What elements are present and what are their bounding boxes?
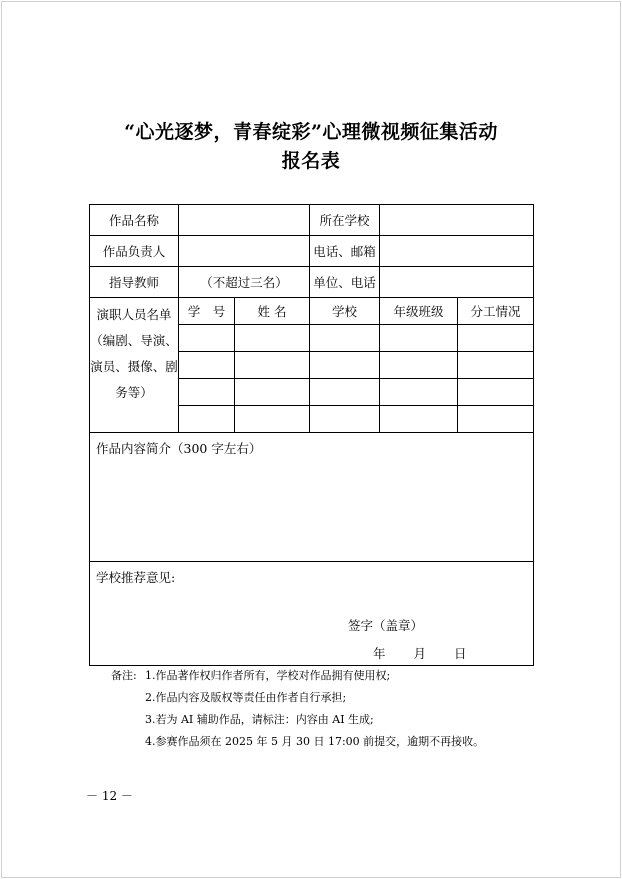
header-student-id: 学 号 [179, 298, 235, 325]
note-item: 4.参赛作品须在 2025 年 5 月 30 日 17:00 前提交，逾期不再接收。 [145, 735, 485, 748]
member-cell[interactable] [380, 352, 458, 379]
intro-field[interactable] [90, 433, 534, 562]
member-cell[interactable] [310, 406, 380, 433]
registration-table [89, 204, 534, 666]
form-title-line2: 报名表 [281, 150, 341, 172]
date-label: 年 月 日 [373, 646, 467, 661]
note-item: 2.作品内容及版权等责任由作者自行承担; [145, 691, 347, 704]
member-cell[interactable] [235, 352, 310, 379]
member-cell[interactable] [310, 325, 380, 352]
work-name-label: 作品名称 [90, 205, 179, 236]
notes [111, 665, 484, 753]
member-cell[interactable] [235, 325, 310, 352]
recommendation-field[interactable] [90, 562, 534, 666]
member-cell[interactable] [380, 406, 458, 433]
lead-label: 作品负责人 [90, 236, 179, 267]
note-item: 1.作品著作权归作者所有，学校对作品拥有使用权; [145, 669, 391, 682]
table-row [90, 433, 534, 562]
table-row [90, 562, 534, 666]
member-cell[interactable] [458, 352, 534, 379]
school-field[interactable] [380, 205, 534, 236]
table-row [90, 236, 534, 267]
table-row [90, 205, 534, 236]
member-cell[interactable] [179, 352, 235, 379]
member-cell[interactable] [179, 406, 235, 433]
advisor-field[interactable]: （不超过三名） [179, 267, 310, 298]
signature-label: 签字（盖章） [348, 618, 424, 633]
member-cell[interactable] [310, 352, 380, 379]
notes-label: 备注: [111, 669, 137, 682]
intro-label: 作品内容简介（300 字左右） [96, 441, 262, 456]
phone-email-label: 电话、邮箱 [310, 236, 380, 267]
unit-phone-label: 单位、电话 [310, 267, 380, 298]
header-school: 学校 [310, 298, 380, 325]
work-name-field[interactable] [179, 205, 310, 236]
member-cell[interactable] [458, 406, 534, 433]
member-cell[interactable] [458, 325, 534, 352]
form-title: “心光逐梦，青春绽彩”心理微视频征集活动 [124, 121, 498, 143]
member-cell[interactable] [310, 379, 380, 406]
header-grade-class: 年级班级 [380, 298, 458, 325]
member-cell[interactable] [179, 325, 235, 352]
member-cell[interactable] [458, 379, 534, 406]
member-cell[interactable] [380, 325, 458, 352]
table-row [90, 298, 534, 325]
recommendation-label: 学校推荐意见: [96, 570, 176, 585]
member-cell[interactable] [179, 379, 235, 406]
member-cell[interactable] [380, 379, 458, 406]
member-cell[interactable] [235, 379, 310, 406]
header-role: 分工情况 [458, 298, 534, 325]
phone-email-field[interactable] [380, 236, 534, 267]
table-row [90, 267, 534, 298]
note-item: 3.若为 AI 辅助作品，请标注：内容由 AI 生成; [145, 713, 374, 726]
school-label: 所在学校 [310, 205, 380, 236]
advisor-label: 指导教师 [90, 267, 179, 298]
lead-field[interactable] [179, 236, 310, 267]
members-label: 演职人员名单（编剧、导演、演员、摄像、剧务等） [90, 298, 179, 433]
unit-phone-field[interactable] [380, 267, 534, 298]
page-number: － 12 － [86, 789, 133, 803]
header-name: 姓 名 [235, 298, 310, 325]
member-cell[interactable] [235, 406, 310, 433]
